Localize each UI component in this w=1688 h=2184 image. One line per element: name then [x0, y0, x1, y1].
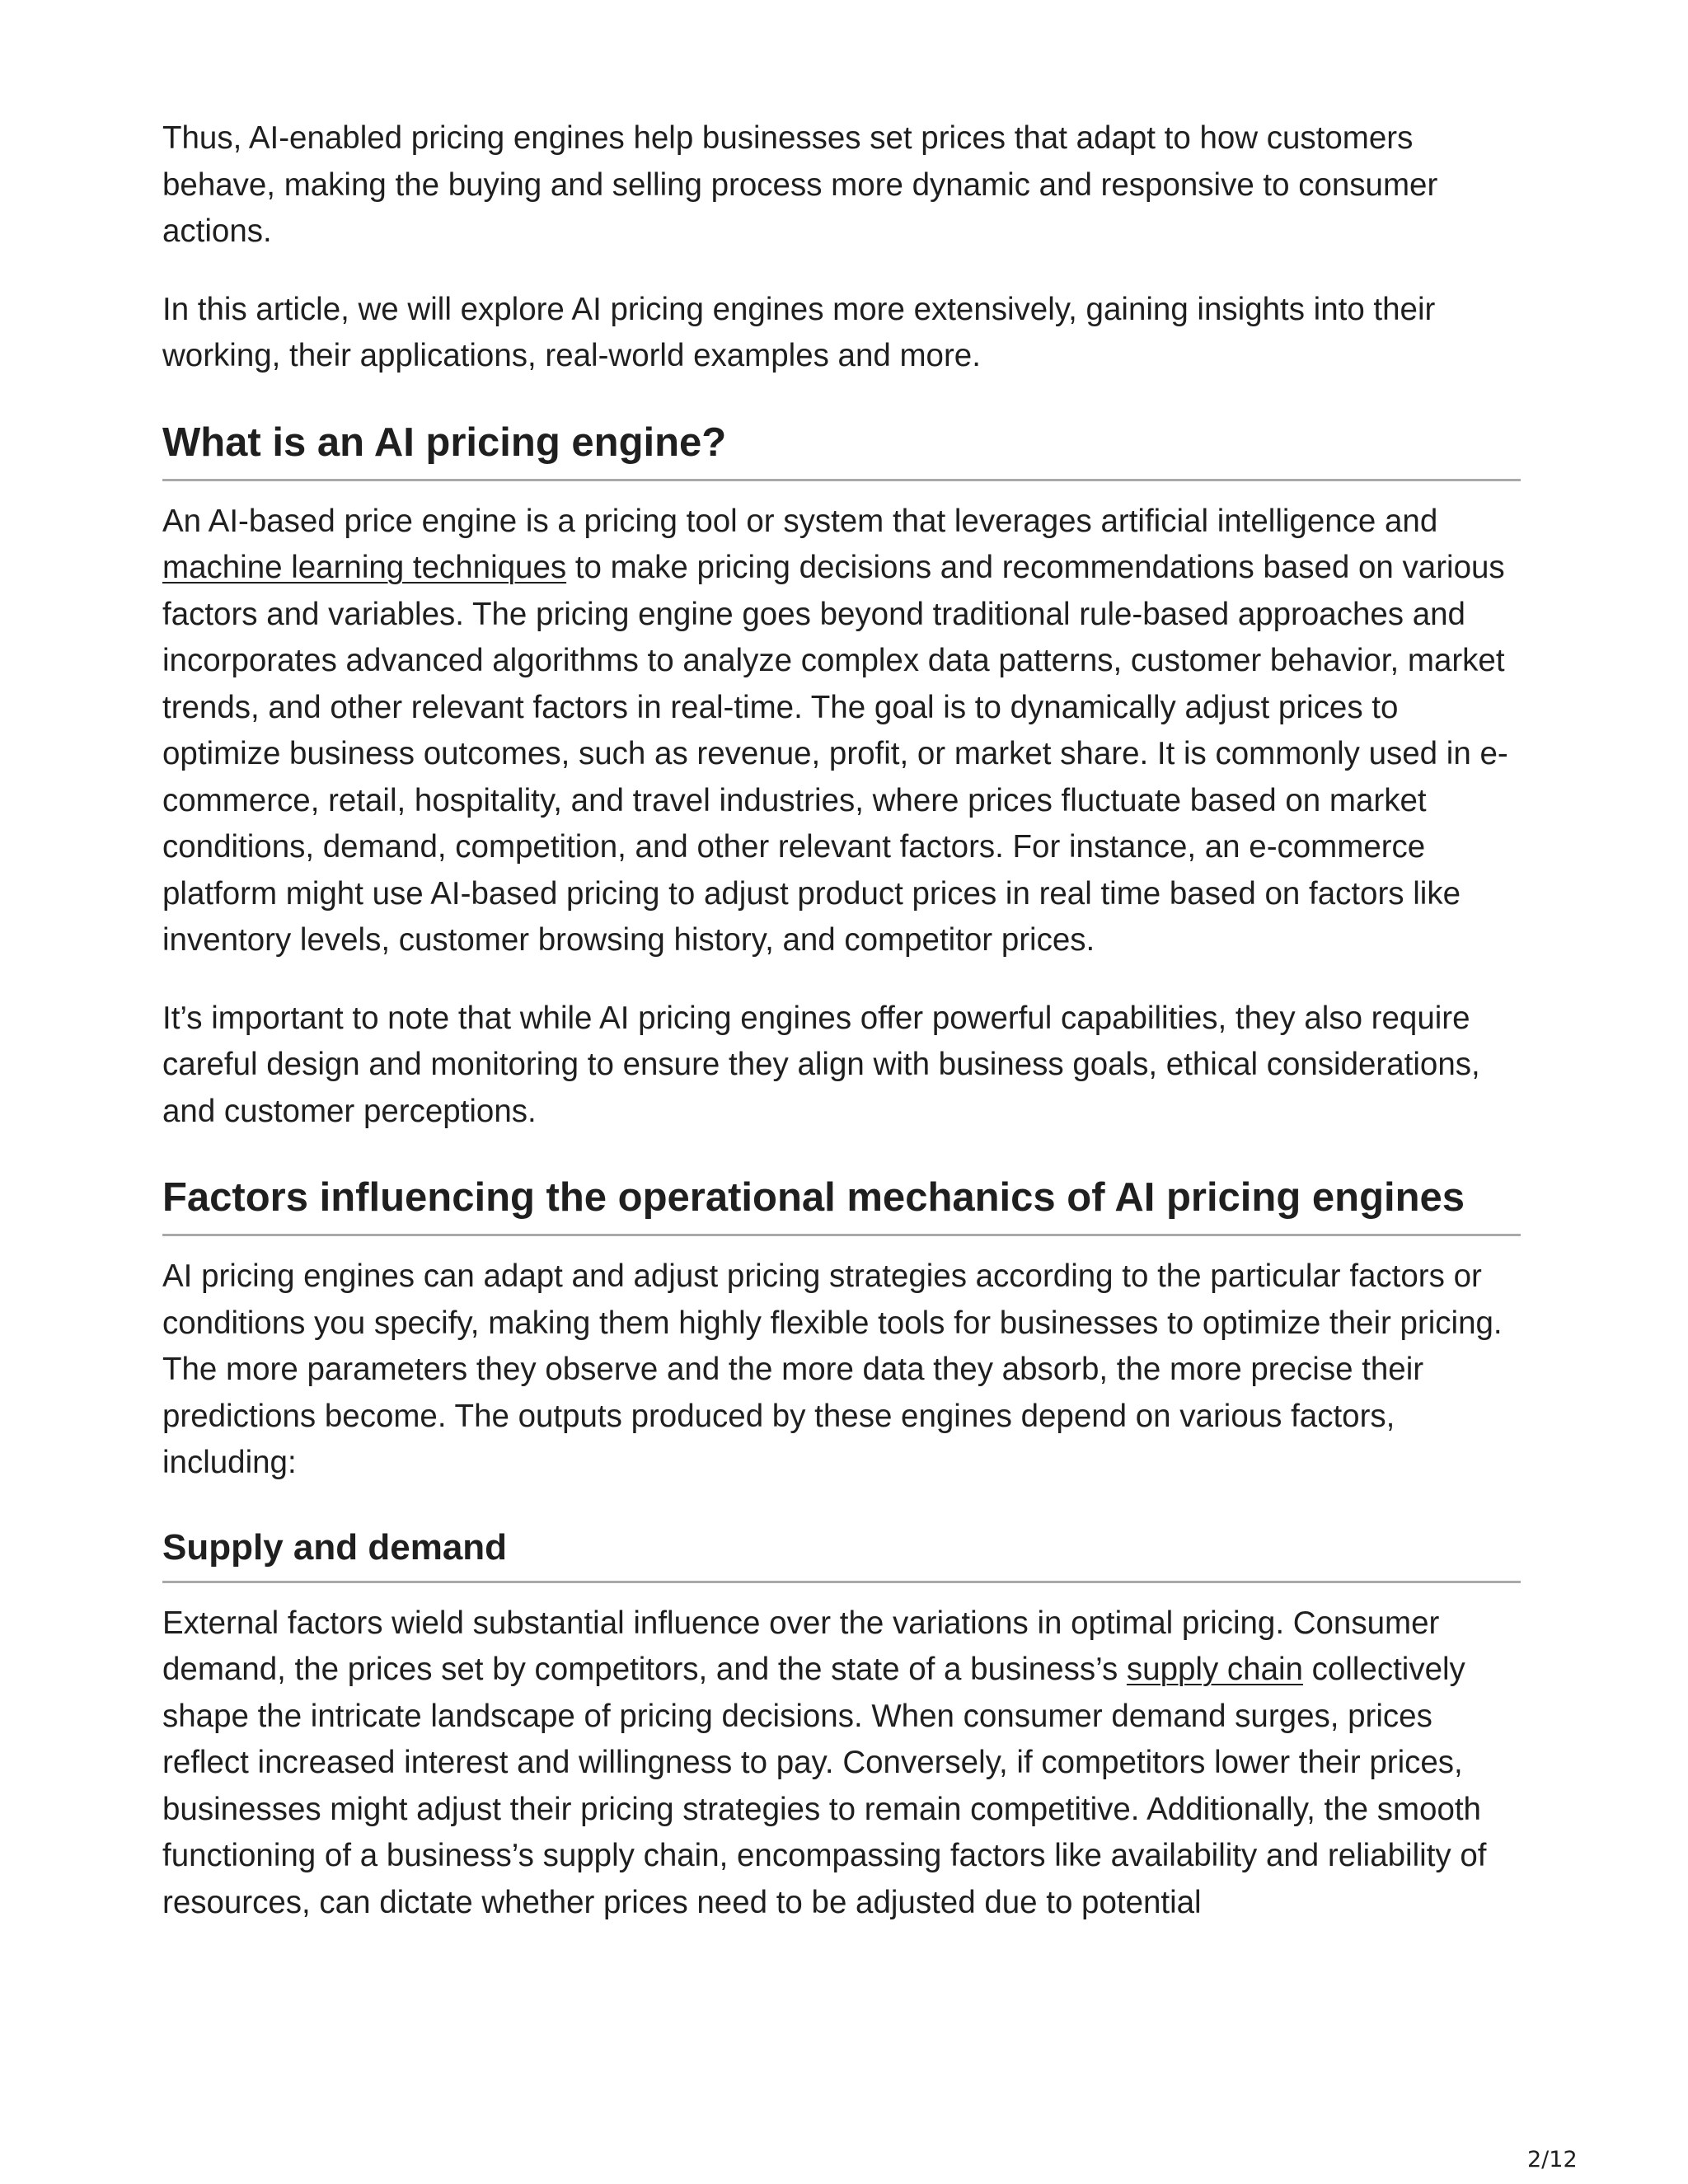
- supply-paragraph-1: [162, 1601, 1521, 1927]
- heading-what-is-ai-pricing-engine: What is an AI pricing engine?: [162, 418, 1521, 481]
- heading-factors-influencing: Factors influencing the operational mechanics of AI pricing engines: [162, 1173, 1521, 1236]
- heading-supply-and-demand: Supply and demand: [162, 1525, 1521, 1583]
- intro-paragraph-1: Thus, AI-enabled pricing engines help businesses set prices that adapt to how customers behave, making the buying and selling process more dynamic and responsive to consumer actions.: [162, 120, 1438, 249]
- supply-paragraph-1-text-b: collectively shape the intricate landscape of pricing decisions. When consumer demand surges, prices reflect increased interest and willingness to pay. Conversely, if competitors lower their prices, businesses might adjust their pricing strategies to remain competitive. Additionally, the smooth functioning of a business’s supply chain, encompassing factors like availability and reliability of resources, can dictate whether prices need to be adjusted due to potential: [162, 1652, 1487, 1920]
- intro-paragraph-2: In this article, we will explore AI pricing engines more extensively, gaining insights into their working, their applications, real-world examples and more.: [162, 291, 1436, 373]
- what-paragraph-1-text-a: An AI-based price engine is a pricing tool or system that leverages artificial intelligence and: [162, 503, 1438, 539]
- page-number: 2/12: [1527, 2147, 1578, 2172]
- what-paragraph-1: [162, 499, 1521, 964]
- supply-chain-link[interactable]: supply chain: [1126, 1652, 1303, 1687]
- what-paragraph-2: It’s important to note that while AI pricing engines offer powerful capabilities, they also require careful design and monitoring to ensure they align with business goals, ethical considerations, and customer perceptions.: [162, 1000, 1480, 1129]
- machine-learning-techniques-link[interactable]: machine learning techniques: [162, 550, 567, 585]
- factors-paragraph-1: AI pricing engines can adapt and adjust pricing strategies according to the particular factors or conditions you specify, making them highly flexible tools for businesses to optimize their pricing. The more parameters they observe and the more data they absorb, the more precise their predictions become. The outputs produced by these engines depend on various factors, including:: [162, 1258, 1503, 1480]
- supply-paragraph-1-text-a: External factors wield substantial influence over the variations in optimal pricing. Consumer demand, the prices set by competitors, and the state of a business’s: [162, 1605, 1440, 1687]
- article-content: [162, 115, 1521, 1957]
- what-paragraph-1-text-b: to make pricing decisions and recommendations based on various factors and variables. The pricing engine goes beyond traditional rule-based approaches and incorporates advanced algorithms to analyze complex data patterns, customer behavior, market trends, and other relevant factors in real-time. The goal is to dynamically adjust prices to optimize business outcomes, such as revenue, profit, or market share. It is commonly used in e-commerce, retail, hospitality, and travel industries, where prices fluctuate based on market conditions, demand, competition, and other relevant factors. For instance, an e-commerce platform might use AI-based pricing to adjust product prices in real time based on factors like inventory levels, customer browsing history, and competitor prices.: [162, 550, 1508, 958]
